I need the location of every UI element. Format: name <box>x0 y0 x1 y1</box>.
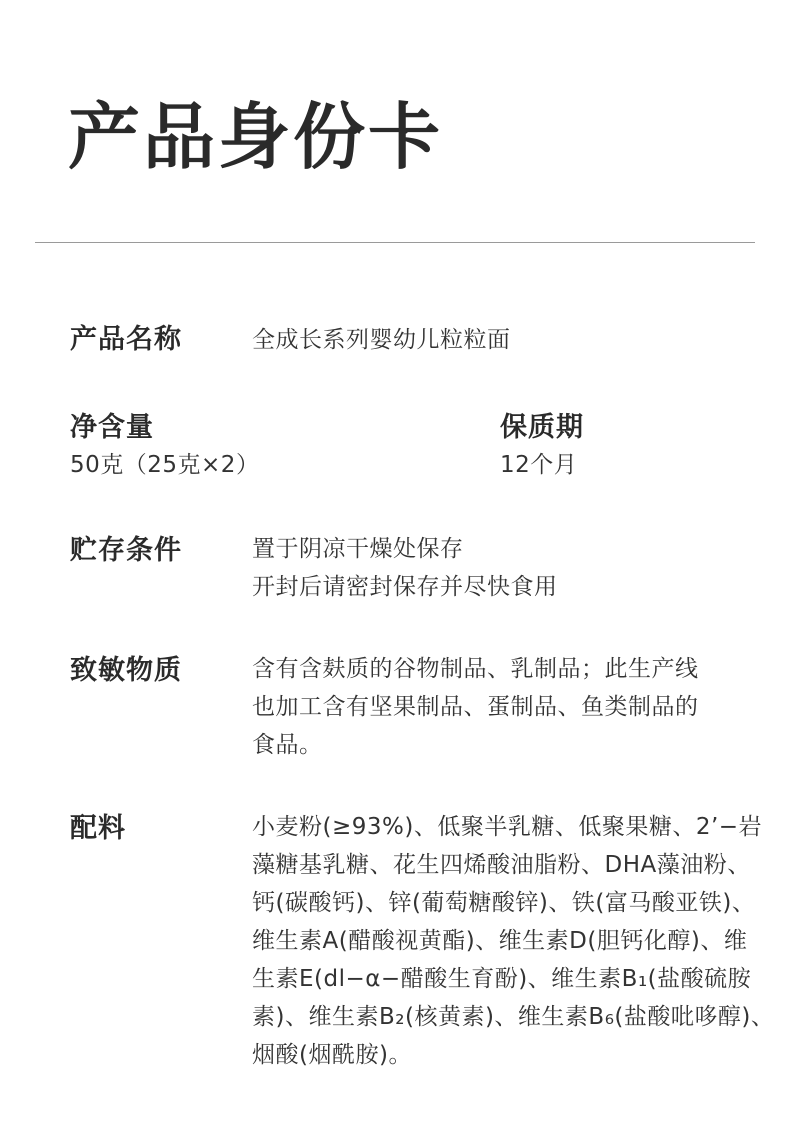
ingredients-line: 钙(碳酸钙)、锌(葡萄糖酸锌)、铁(富马酸亚铁)、 <box>252 890 756 916</box>
page-title: 产品身份卡 <box>68 95 444 179</box>
allergens-label: 致敏物质 <box>70 655 182 686</box>
net-content-value: 50克（25克×2） <box>70 452 260 478</box>
product-name-value: 全成长系列婴幼儿粒粒面 <box>252 327 511 353</box>
ingredients-line: 维生素A(醋酸视黄酯)、维生素D(胆钙化醇)、维 <box>252 928 748 954</box>
shelf-life-label: 保质期 <box>500 412 584 443</box>
ingredients-line: 小麦粉(≥93%)、低聚半乳糖、低聚果糖、2’−岩 <box>252 814 763 840</box>
storage-label: 贮存条件 <box>70 535 182 566</box>
allergens-line: 含有含麸质的谷物制品、乳制品；此生产线 <box>252 656 699 682</box>
ingredients-label: 配料 <box>70 813 126 844</box>
allergens-value <box>252 650 699 764</box>
allergens-line: 也加工含有坚果制品、蛋制品、鱼类制品的 <box>252 694 699 720</box>
allergens-line: 食品。 <box>252 732 323 758</box>
ingredients-line: 生素E(dl−α−醋酸生育酚)、维生素B₁(盐酸硫胺 <box>252 966 752 992</box>
storage-value <box>252 530 558 606</box>
title-divider <box>35 242 755 243</box>
product-name-label: 产品名称 <box>70 324 182 355</box>
shelf-life-value: 12个月 <box>500 452 578 478</box>
net-content-label: 净含量 <box>70 412 154 443</box>
ingredients-line: 藻糖基乳糖、花生四烯酸油脂粉、DHA藻油粉、 <box>252 852 751 878</box>
ingredients-value <box>252 808 774 1074</box>
storage-line: 开封后请密封保存并尽快食用 <box>252 574 558 600</box>
ingredients-line: 素)、维生素B₂(核黄素)、维生素B₆(盐酸吡哆醇)、 <box>252 1004 775 1030</box>
storage-line: 置于阴凉干燥处保存 <box>252 536 464 562</box>
ingredients-line: 烟酸(烟酰胺)。 <box>252 1042 412 1068</box>
